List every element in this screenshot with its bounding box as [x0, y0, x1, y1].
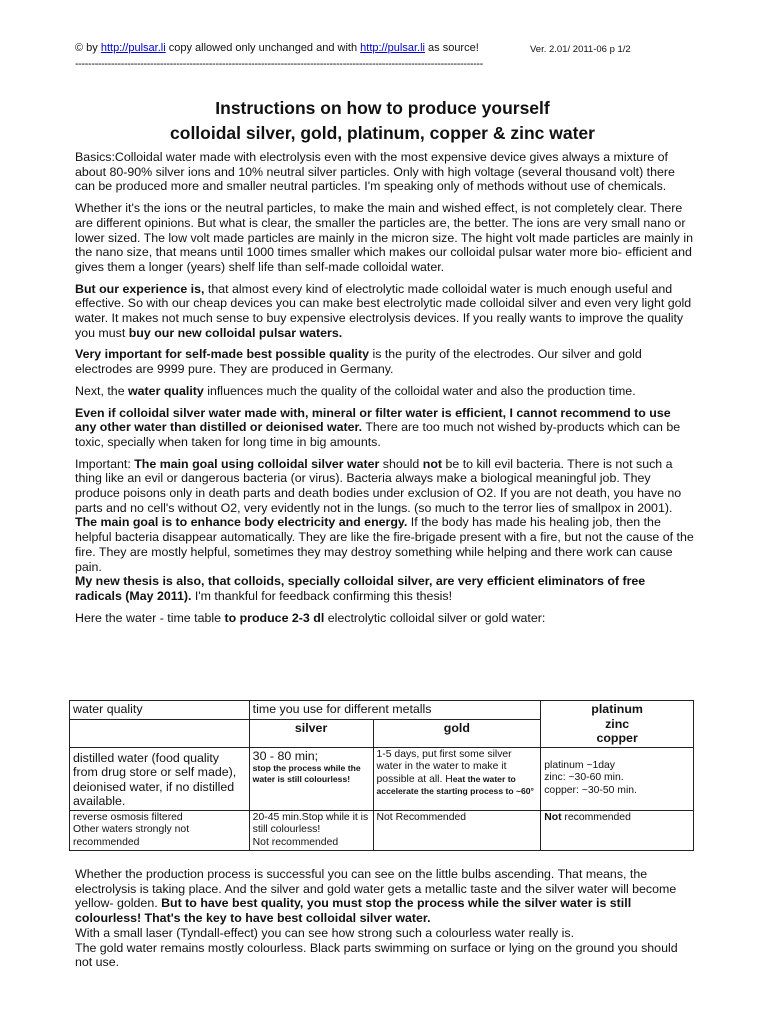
paragraph-laser: With a small laser (Tyndall-effect) you can see how strong such a colourless water really is.: [75, 925, 575, 940]
copyright-symbol: ©: [75, 42, 84, 54]
pulsar-link-1[interactable]: http://pulsar.li: [100, 42, 166, 54]
page-header: [75, 42, 695, 54]
header-divider: -----------------------------------------------------------------------------------------------------------------------------: [75, 58, 483, 70]
header-copper: copper: [596, 731, 638, 745]
paragraph-electrodes: [75, 347, 695, 376]
water-time-table: [69, 700, 694, 851]
title-line-2: colloidal silver, gold, platinum, copper & zinc water: [170, 123, 595, 143]
bold-text: Even if colloidal silver water made with, mineral or filter water is efficient, I cannot recommend to use any other water than distilled or deionised water.: [75, 405, 671, 435]
paragraph-table-intro: [75, 611, 695, 626]
bold-text: The main goal is to enhance body electricity and energy.: [75, 515, 408, 530]
table-row: [70, 747, 694, 810]
text: that almost every kind of electrolytic made colloidal water is much enough useful and effective. So with our cheap devices you can make best electrolytic made colloidal silver and even very light gold water. It makes not much sense to buy expensive electrolysis devices. If you really wants to improve the quality you must: [75, 281, 692, 340]
text: should: [379, 456, 423, 471]
row2-quality: [70, 810, 250, 851]
header-platinum-zinc-copper: [541, 701, 694, 748]
header-middle: copy allowed only unchanged and with: [165, 42, 361, 54]
row1-platinum-zinc-copper: [541, 747, 694, 810]
text: recommended: [561, 811, 631, 823]
row1-platinum: platinum ~1day: [544, 759, 615, 771]
bold-text: Very important for self-made best possible quality: [75, 347, 370, 362]
bold-text: But to have best quality, you must stop the process while the silver water is still colourless! That's the key to have best colloidal silver water.: [75, 896, 632, 926]
paragraph-ions: Whether it's the ions or the neutral particles, to make the main and wished effect, is not completely clear. There are different opinions. But what is clear, the smaller the particles are, the better. The ions are very small nano or lower sized. The low volt made particles are mainly in the micron size. The hight volt made particles are mainly in the nano size, that means until 1000 times smaller which makes our colloidal pulsar water more bio- efficient and gives them a longer (years) shelf life than self-made colloidal water.: [75, 201, 693, 274]
row2-quality-1: reverse osmosis filtered: [73, 811, 183, 823]
header-gold: gold: [373, 719, 541, 747]
row1-gold-note: eat the water to accelerate the starting process to ~60°: [376, 773, 534, 796]
paragraph-thesis: [75, 574, 695, 603]
text: is the purity of the electrodes. Our silver and gold electrodes are 9999 pure. They are produced in Germany.: [75, 347, 642, 377]
text: Next, the: [75, 383, 129, 398]
page-title: [60, 96, 705, 146]
text: There are too much not wished by-products which can be toxic, specially when taken for long time in big amounts.: [75, 420, 681, 449]
bold-text: to produce 2-3 dl: [224, 610, 325, 625]
paragraph-gold-water: The gold water remains mostly colourless. Black parts swimming on surface or lying on the ground you should not use.: [75, 940, 678, 970]
bold-text: But our experience is,: [75, 281, 205, 296]
row2-silver: [249, 810, 373, 851]
header-platinum: platinum: [591, 702, 643, 716]
row2-silver-2: Not recommended: [252, 836, 339, 848]
text: If the body has made his healing job, then the helpful bacteria disappear automatically. They are like the fire-brigade present with a fire, but not the cause of the fire. They are mostly helpful, sometimes they may destroy something while helping and there work can cause pain.: [75, 515, 694, 574]
text: Important:: [75, 456, 135, 471]
row1-silver-note: stop the process while the water is still colourless!: [252, 763, 361, 784]
paragraph-water-quality: [75, 384, 695, 399]
table-row: [70, 701, 694, 720]
version-label: Ver. 2.01/ 2011-06 p 1/2: [530, 44, 631, 55]
bold-text: My new thesis is also, that colloids, specially colloidal silver, are very efficient eliminators of free radicals (May 2011).: [75, 574, 646, 603]
row2-gold: Not Recommended: [373, 810, 541, 851]
row1-copper: copper: ~30-50 min.: [544, 784, 637, 796]
row1-gold-main: 1-5 days, put first some silver water in the water to make it possible at all. H: [376, 748, 512, 785]
row1-gold: [373, 747, 541, 810]
paragraph-basics: Basics:Colloidal water made with electrolysis even with the most expensive device gives always a mixture of about 80-90% silver ions and 10% neutral silver particles. Only with high voltage (several thousand volt) there can be produced more and smaller neutral particles. I'm speaking only of methods without use of chemicals.: [75, 150, 675, 194]
paragraph-process: [75, 867, 695, 926]
bold-text: buy our new colloidal pulsar waters.: [128, 325, 343, 340]
paragraph-experience: [75, 282, 695, 341]
header-silver: silver: [249, 719, 373, 747]
row2-platinum-zinc-copper: [541, 810, 694, 851]
paragraph-main-goal: [75, 457, 695, 575]
text: Here the water - time table: [75, 610, 225, 625]
bold-text: water quality: [128, 383, 204, 398]
table-row: [70, 810, 694, 851]
text: I'm thankful for feedback confirming this thesis!: [191, 588, 453, 603]
row1-quality: distilled water (food quality from drug store or self made), deionised water, if no distilled available.: [70, 747, 250, 810]
header-end: as source!: [424, 42, 479, 54]
header-zinc: zinc: [605, 716, 630, 731]
body-text: [75, 150, 695, 632]
row2-quality-2: Other waters strongly not recommended: [73, 824, 190, 848]
header-by: by: [83, 42, 101, 54]
row2-silver-1: 20-45 min.Stop while it is still colourless!: [252, 811, 369, 835]
row1-silver-time: 30 - 80 min;: [252, 748, 319, 763]
row1-silver: [249, 747, 373, 810]
pulsar-link-2[interactable]: http://pulsar.li: [360, 42, 425, 54]
bold-text: not: [422, 456, 443, 471]
bold-text: Not: [544, 811, 562, 823]
paragraph-distilled: [75, 406, 695, 450]
bottom-text: [75, 867, 695, 970]
header-water-quality: water quality: [70, 701, 250, 720]
text: be to kill evil bacteria. There is not such a thing like an evil or dangerous bacteria (or virus). Bacteria always make a biological meaningful job. They produce poisons only in death parts and death bodies under exclusion of O2. If you are not death, you have no parts and no cell's without O2, very evidently not in the lungs. (so much to the terror lies of smallpox in 2001).: [75, 456, 682, 515]
bold-text: The main goal using colloidal silver water: [134, 456, 380, 471]
header-time: time you use for different metalls: [249, 701, 541, 720]
header-blank: [70, 719, 250, 747]
row1-zinc: zinc: ~30-60 min.: [544, 772, 624, 784]
text: influences much the quality of the colloidal water and also the production time.: [203, 383, 636, 398]
title-line-1: Instructions on how to produce yourself: [215, 98, 550, 118]
text: Whether the production process is successful you can see on the little bulbs ascending. That means, the electrolysis is taking place. And the silver and gold water gets a metallic taste and the silver water will become yellow- golden.: [75, 867, 677, 911]
text: electrolytic colloidal silver or gold water:: [324, 610, 546, 625]
